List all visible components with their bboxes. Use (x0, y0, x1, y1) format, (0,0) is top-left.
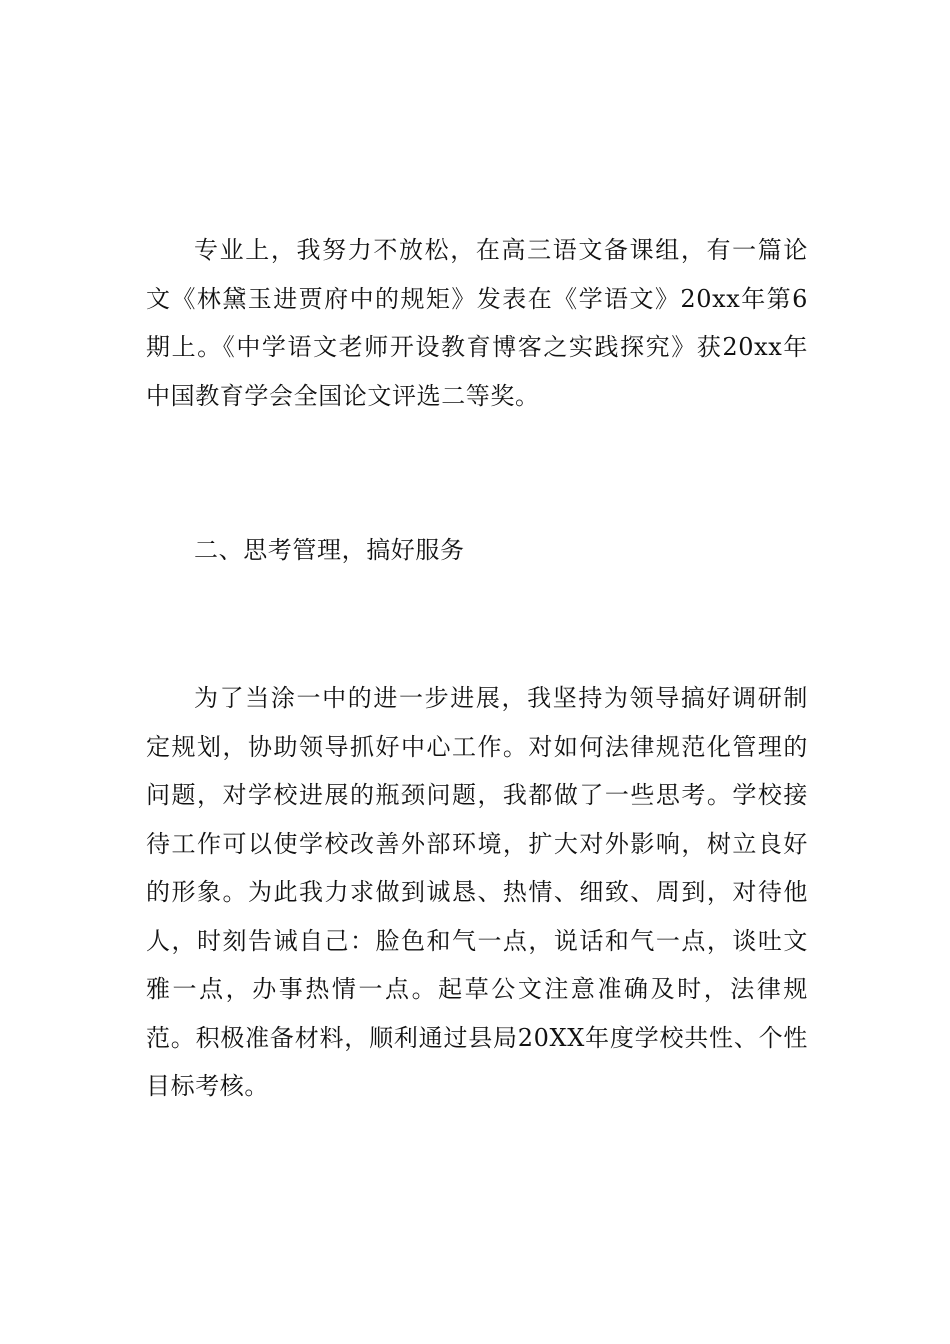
paragraph-professional-work: 专业上，我努力不放松，在高三语文备课组，有一篇论文《林黛玉进贾府中的规矩》发表在《学语文》20xx年第6期上。《中学语文老师开设教育博客之实践探究》获20xx年中国教育学会全国论文评选二等奖。 (146, 236, 808, 410)
paragraph-management-service: 为了当涂一中的进一步进展，我坚持为领导搞好调研制定规划，协助领导抓好中心工作。对如何法律规范化管理的问题，对学校进展的瓶颈问题，我都做了一些思考。学校接待工作可以使学校改善外部环境，扩大对外影响，树立良好的形象。为此我力求做到诚恳、热情、细致、周到，对待他人，时刻告诫自己：脸色和气一点，说话和气一点，谈吐文雅一点，办事热情一点。起草公文注意准确及时，法律规范。积极准备材料，顺利通过县局20XX年度学校共性、个性目标考核。 (146, 684, 808, 1100)
section-heading: 二、思考管理，搞好服务 (194, 536, 465, 564)
